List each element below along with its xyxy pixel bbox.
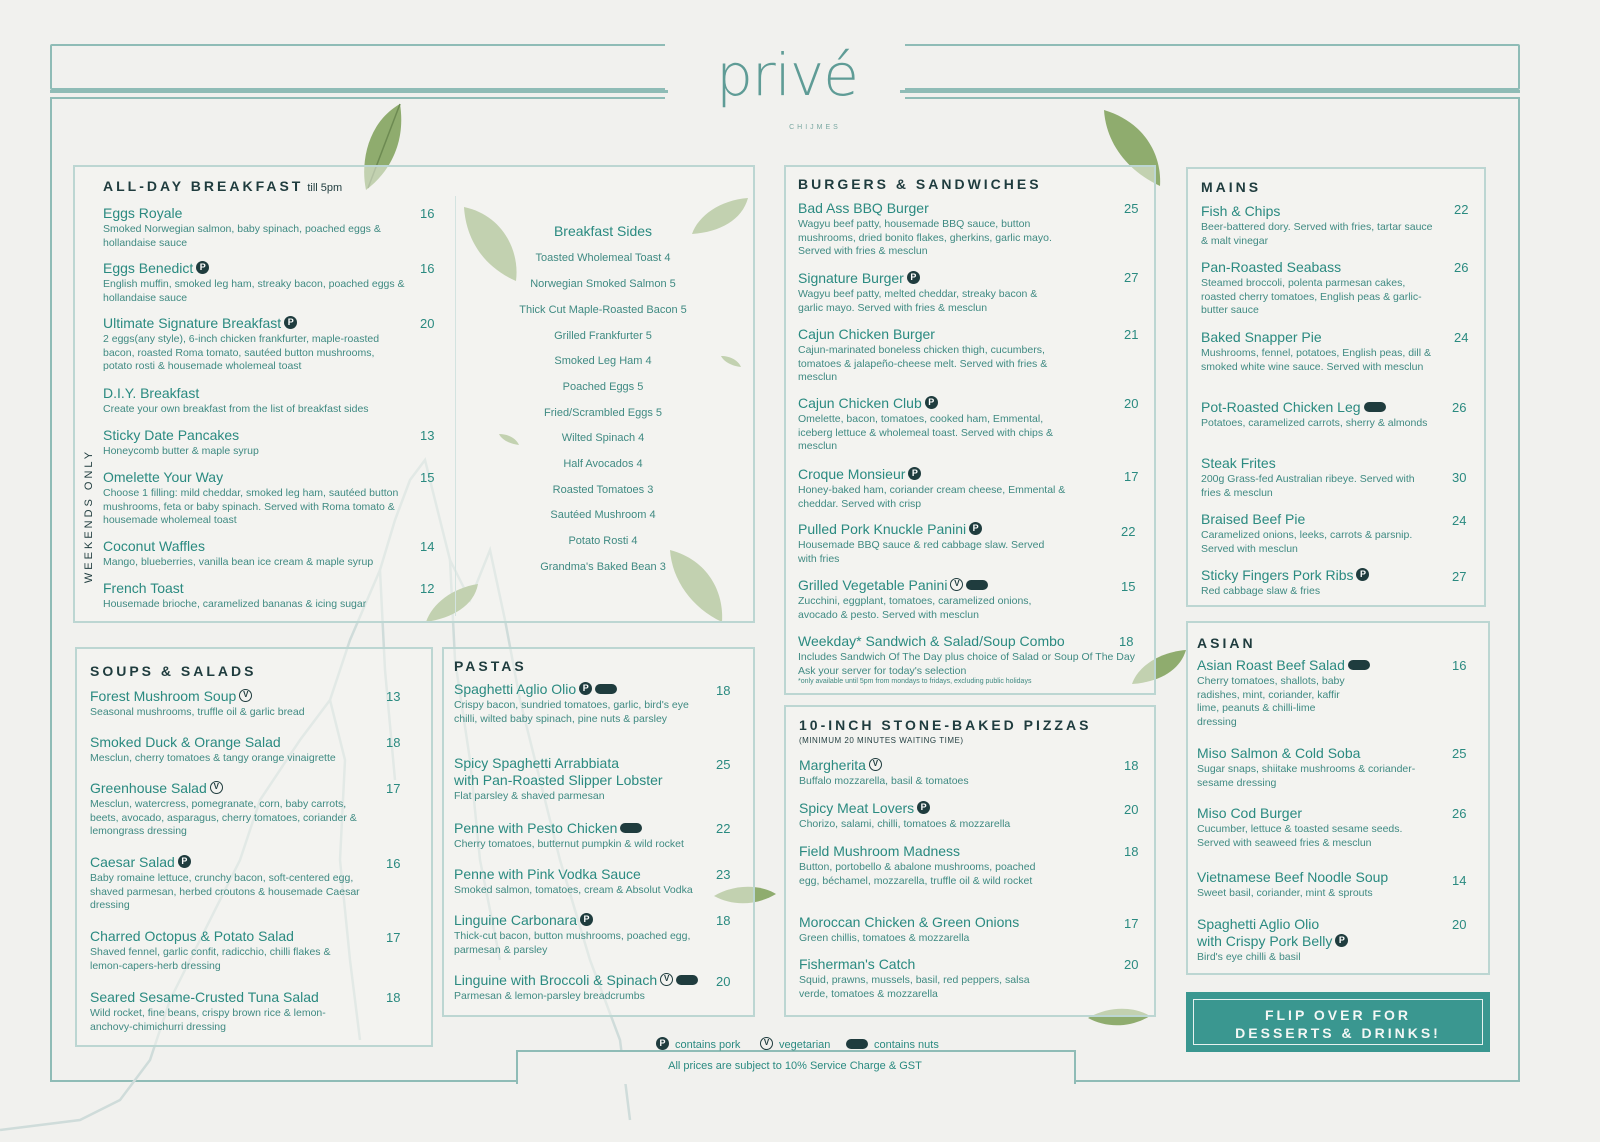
logo-rule-left — [50, 90, 668, 93]
item-name: Steak Frites — [1201, 455, 1276, 471]
legend-pork-label: contains pork — [675, 1039, 741, 1051]
menu-item — [1201, 203, 1436, 248]
soups-title: SOUPS & SALADS — [90, 663, 257, 679]
item-price: 16 — [420, 261, 435, 276]
side-item: Grandma's Baked Bean 3 — [540, 561, 666, 573]
item-name: Margherita — [799, 757, 866, 773]
nuts-icon — [966, 580, 988, 590]
item-desc: 2 eggs(any style), 6-inch chicken frankfurter, maple-roasted bacon, roasted Roma tomato, sautéed button mushrooms, potato rosti & housemade wholemeal toast — [103, 333, 380, 372]
menu-item — [799, 757, 1079, 789]
item-price: 22 — [1454, 202, 1469, 217]
item-name: Signature Burger — [798, 270, 904, 286]
item-name: Spaghetti Aglio Olio — [454, 681, 577, 697]
menu-item — [1201, 567, 1441, 599]
item-name: Grilled Vegetable Panini — [798, 577, 948, 593]
pizzas-title: 10-INCH STONE-BAKED PIZZAS — [799, 717, 1092, 733]
item-desc: Chorizo, salami, chilli, tomatoes & mozzarella — [799, 818, 1011, 830]
menu-item — [1197, 657, 1437, 729]
side-item: Toasted Wholemeal Toast 4 — [535, 252, 671, 264]
item-desc: Omelette, bacon, tomatoes, cooked ham, Emmental, iceberg lettuce & wholemeal toast. Served with chips & mesclun — [798, 413, 1054, 452]
item-price: 27 — [1124, 270, 1139, 285]
item-desc: Honeycomb butter & maple syrup — [103, 445, 259, 457]
side-item: Fried/Scrambled Eggs 5 — [544, 407, 662, 419]
item-desc: Create your own breakfast from the list of breakfast sides — [103, 403, 369, 415]
vegetarian-icon: V — [660, 973, 673, 986]
menu-item — [103, 469, 403, 528]
item-price: 18 — [1119, 634, 1134, 649]
item-desc: Shaved fennel, garlic confit, radicchio, chilli flakes & lemon-capers-herb dressing — [90, 946, 331, 972]
item-price: 20 — [1124, 957, 1139, 972]
menu-item — [799, 800, 1079, 832]
item-desc: Baby romaine lettuce, crunchy bacon, soft-centered egg, shaved parmesan, herbed croutons & housemade Caesar dressing — [90, 872, 360, 911]
menu-item — [798, 466, 1073, 511]
nuts-icon — [620, 823, 642, 833]
breakfast-title — [103, 178, 342, 194]
item-name: Smoked Duck & Orange Salad — [90, 734, 281, 750]
item-price: 30 — [1452, 470, 1467, 485]
item-price: 23 — [716, 867, 731, 882]
menu-item — [103, 205, 403, 250]
side-item: Potato Rosti 4 — [568, 535, 638, 547]
item-price: 24 — [1452, 513, 1467, 528]
menu-item — [103, 538, 403, 570]
item-name: Coconut Waffles — [103, 538, 205, 554]
menu-item — [454, 681, 694, 726]
pork-icon: P — [284, 316, 297, 329]
item-name: Miso Cod Burger — [1197, 805, 1303, 821]
side-item: Grilled Frankfurter 5 — [554, 330, 652, 342]
item-price: 17 — [386, 930, 401, 945]
menu-item — [798, 326, 1068, 385]
side-item: Smoked Leg Ham 4 — [554, 355, 652, 367]
side-item: Thick Cut Maple-Roasted Bacon 5 — [519, 304, 687, 316]
item-name: Asian Roast Beef Salad — [1197, 657, 1345, 673]
item-name-line2: with Pan-Roasted Slipper Lobster — [454, 772, 663, 788]
nuts-icon — [595, 684, 617, 694]
item-desc: Red cabbage slaw & fries — [1201, 585, 1321, 597]
item-price: 27 — [1452, 569, 1467, 584]
menu-item — [798, 270, 1058, 315]
item-name: Pulled Pork Knuckle Panini — [798, 521, 967, 537]
menu-item — [798, 633, 1148, 685]
item-name: Penne with Pink Vodka Sauce — [454, 866, 641, 882]
legend-nuts-label: contains nuts — [874, 1039, 939, 1051]
asian-title: ASIAN — [1197, 635, 1256, 651]
pork-icon: P — [1335, 934, 1348, 947]
item-price: 25 — [1452, 746, 1467, 761]
item-price: 16 — [1452, 658, 1467, 673]
item-name: Omelette Your Way — [103, 469, 224, 485]
item-desc: Bird's eye chilli & basil — [1197, 951, 1301, 963]
item-desc: Smoked salmon, tomatoes, cream & Absolut Vodka — [454, 884, 693, 896]
pork-icon: P — [1356, 568, 1369, 581]
pork-icon: P — [907, 271, 920, 284]
item-desc: Seasonal mushrooms, truffle oil & garlic bread — [90, 706, 305, 718]
menu-item — [1201, 259, 1436, 318]
item-desc: Choose 1 filling: mild cheddar, smoked leg ham, sautéed button mushrooms, feta or baby spinach. Served with Roma tomato & housemade wholemeal toast — [103, 487, 399, 526]
item-name: Baked Snapper Pie — [1201, 329, 1322, 345]
item-price: 17 — [386, 781, 401, 796]
item-name: Pot-Roasted Chicken Leg — [1201, 399, 1361, 415]
item-price: 18 — [1124, 758, 1139, 773]
item-price: 20 — [716, 974, 731, 989]
mains-title: MAINS — [1201, 179, 1262, 195]
pork-icon: P — [579, 682, 592, 695]
menu-item — [103, 580, 403, 612]
item-desc: Steamed broccoli, polenta parmesan cakes, roasted cherry tomatoes, English peas & garlic-butter sauce — [1201, 277, 1422, 316]
legend-veg — [760, 1039, 830, 1051]
item-price: 14 — [420, 539, 435, 554]
item-name-line2: with Crispy Pork Belly — [1197, 933, 1333, 949]
item-name: Fisherman's Catch — [799, 956, 916, 972]
side-item: Roasted Tomatoes 3 — [552, 484, 654, 496]
menu-item — [90, 989, 360, 1034]
menu-item — [798, 395, 1068, 454]
item-price: 20 — [420, 316, 435, 331]
menu-item — [90, 854, 375, 913]
menu-item — [103, 385, 403, 417]
menu-item — [799, 843, 1039, 888]
weekends-text: WEEKENDS ONLY — [83, 448, 95, 584]
nuts-icon — [846, 1039, 868, 1049]
menu-item — [90, 928, 350, 973]
side-item: Sautéed Mushroom 4 — [550, 509, 656, 521]
pork-icon: P — [178, 855, 191, 868]
item-desc: Cucumber, lettuce & toasted sesame seeds. Served with seaweed fries & mesclun — [1197, 823, 1403, 849]
menu-item — [454, 912, 694, 957]
menu-item — [798, 577, 1058, 622]
item-name: Sticky Date Pancakes — [103, 427, 240, 443]
item-price: 17 — [1124, 916, 1139, 931]
item-name: Caesar Salad — [90, 854, 175, 870]
flip-over-banner — [1186, 992, 1490, 1052]
item-desc: Thick-cut bacon, button mushrooms, poached egg, parmesan & parsley — [454, 930, 691, 956]
vegetarian-icon: V — [210, 781, 223, 794]
item-name: Charred Octopus & Potato Salad — [90, 928, 294, 944]
item-desc: Cherry tomatoes, butternut pumpkin & wild rocket — [454, 838, 684, 850]
pork-icon: P — [908, 467, 921, 480]
item-desc: Sweet basil, coriander, mint & sprouts — [1197, 887, 1373, 899]
item-price: 18 — [716, 913, 731, 928]
item-desc: Parmesan & lemon-parsley breadcrumbs — [454, 990, 645, 1002]
menu-item — [799, 914, 1099, 946]
menu-item — [1201, 399, 1441, 431]
flip-line-1: FLIP OVER FOR — [1264, 1007, 1412, 1023]
flip-line-2: DESSERTS & DRINKS! — [1235, 1025, 1441, 1041]
breakfast-heading: ALL-DAY BREAKFAST — [103, 178, 304, 194]
legend-nuts — [846, 1039, 939, 1051]
item-desc: Squid, prawns, mussels, basil, red peppers, salsa verde, tomatoes & mozzarella — [799, 974, 1030, 1000]
item-price: 25 — [716, 757, 731, 772]
menu-item — [1197, 916, 1437, 965]
item-desc: Mesclun, watercress, pomegranate, corn, baby carrots, beets, avocado, asparagus, cherry tomatoes, coriander & lemongrass dressing — [90, 798, 357, 837]
item-desc: Potatoes, caramelized carrots, sherry & almonds — [1201, 417, 1428, 429]
item-name: Eggs Royale — [103, 205, 183, 221]
item-price: 20 — [1124, 802, 1139, 817]
item-name: Braised Beef Pie — [1201, 511, 1306, 527]
legend-veg-label: vegetarian — [779, 1039, 831, 1051]
pork-icon: P — [917, 801, 930, 814]
service-charge-note: All prices are subject to 10% Service Charge & GST — [668, 1060, 922, 1072]
item-price: 25 — [1124, 201, 1139, 216]
item-name: Sticky Fingers Pork Ribs — [1201, 567, 1354, 583]
vegetarian-icon: V — [950, 578, 963, 591]
item-price: 26 — [1452, 400, 1467, 415]
item-desc: English muffin, smoked leg ham, streaky bacon, poached eggs & hollandaise sauce — [103, 278, 405, 304]
item-name: Field Mushroom Madness — [799, 843, 961, 859]
item-name: French Toast — [103, 580, 184, 596]
item-price: 26 — [1454, 260, 1469, 275]
menu-item — [103, 427, 403, 459]
menu-item — [454, 866, 714, 898]
menu-item — [1201, 511, 1441, 556]
side-item: Half Avocados 4 — [563, 458, 643, 470]
item-price: 18 — [716, 683, 731, 698]
item-name: Penne with Pesto Chicken — [454, 820, 618, 836]
legend-pork — [656, 1039, 740, 1051]
item-desc: Smoked Norwegian salmon, baby spinach, poached eggs & hollandaise sauce — [103, 223, 381, 249]
menu-item — [90, 780, 365, 839]
menu-item — [1197, 869, 1437, 901]
item-price: 13 — [386, 689, 401, 704]
item-price: 21 — [1124, 327, 1139, 342]
nuts-icon — [1364, 402, 1386, 412]
item-desc: Cherry tomatoes, shallots, baby radishes, mint, coriander, kaffir lime, peanuts & chilli-lime dressing — [1197, 675, 1345, 728]
pork-icon: P — [580, 913, 593, 926]
pork-icon: P — [925, 396, 938, 409]
menu-item — [798, 521, 1058, 566]
item-name: Forest Mushroom Soup — [90, 688, 237, 704]
item-price: 16 — [386, 856, 401, 871]
item-desc: Wagyu beef patty, housemade BBQ sauce, button mushrooms, dried bonito flakes, gherkins, garlic mayo. Served with fries & mesclun — [798, 218, 1052, 257]
flip-over-inner — [1193, 999, 1483, 1045]
menu-item — [103, 315, 398, 374]
item-price: 16 — [420, 206, 435, 221]
item-desc: Beer-battered dory. Served with fries, tartar sauce & malt vinegar — [1201, 221, 1433, 247]
item-name: Ultimate Signature Breakfast — [103, 315, 282, 331]
item-desc: Button, portobello & abalone mushrooms, poached egg, béchamel, mozzarella, truffle oil & wild rocket — [799, 861, 1036, 887]
item-desc: Honey-baked ham, coriander cream cheese, Emmental & cheddar. Served with crisp — [798, 484, 1066, 510]
side-item: Wilted Spinach 4 — [561, 432, 645, 444]
item-price: 24 — [1454, 330, 1469, 345]
item-price: 15 — [1121, 579, 1136, 594]
menu-item — [103, 260, 408, 305]
breakfast-note: till 5pm — [307, 182, 343, 194]
item-price: 12 — [420, 581, 435, 596]
item-desc: Buffalo mozzarella, basil & tomatoes — [799, 775, 969, 787]
menu-item — [90, 734, 380, 766]
item-desc: Wagyu beef patty, melted cheddar, streaky bacon & garlic mayo. Served with fries & mesclun — [798, 288, 1038, 314]
item-desc: Mesclun, cherry tomatoes & tangy orange vinaigrette — [90, 752, 336, 764]
pork-icon: P — [969, 522, 982, 535]
item-price: 18 — [1124, 844, 1139, 859]
vegetarian-icon: V — [760, 1037, 773, 1050]
vegetarian-icon: V — [869, 758, 882, 771]
pork-icon: P — [656, 1037, 669, 1050]
item-desc: Zucchini, eggplant, tomatoes, caramelized onions, avocado & pesto. Served with mesclun — [798, 595, 1032, 621]
item-name: Greenhouse Salad — [90, 780, 207, 796]
sides-title: Breakfast Sides — [553, 223, 653, 239]
item-price: 22 — [1121, 524, 1136, 539]
item-name: Linguine Carbonara — [454, 912, 577, 928]
logo-rule-right — [900, 90, 1520, 93]
item-price: 18 — [386, 735, 401, 750]
side-item: Norwegian Smoked Salmon 5 — [530, 278, 676, 290]
side-item: Poached Eggs 5 — [562, 381, 644, 393]
item-name: Croque Monsieur — [798, 466, 906, 482]
weekends-only-label — [77, 430, 97, 608]
item-name: Fish & Chips — [1201, 203, 1281, 219]
item-price: 14 — [1452, 873, 1467, 888]
item-name: Cajun Chicken Club — [798, 395, 922, 411]
item-price: 26 — [1452, 806, 1467, 821]
nuts-icon — [1348, 660, 1370, 670]
item-price: 15 — [420, 470, 435, 485]
item-price: 20 — [1452, 917, 1467, 932]
item-name: Miso Salmon & Cold Soba — [1197, 745, 1361, 761]
menu-item — [454, 972, 714, 1004]
item-desc: Sugar snaps, shiitake mushrooms & coriander-sesame dressing — [1197, 763, 1416, 789]
menu-item — [1201, 455, 1436, 500]
item-name: Eggs Benedict — [103, 260, 194, 276]
item-name: D.I.Y. Breakfast — [103, 385, 200, 401]
menu-item — [90, 688, 380, 720]
menu-item — [1197, 745, 1417, 790]
item-price: 18 — [386, 990, 401, 1005]
burgers-title: BURGERS & SANDWICHES — [798, 176, 1042, 192]
item-desc: Mushrooms, fennel, potatoes, English peas, dill & smoked white wine sauce. Served with mesclun — [1201, 347, 1431, 373]
item-desc: Crispy bacon, sundried tomatoes, garlic, bird's eye chilli, wilted baby spinach, pine nuts & parsley — [454, 699, 689, 725]
item-name: Bad Ass BBQ Burger — [798, 200, 929, 216]
item-name: Vietnamese Beef Noodle Soup — [1197, 869, 1389, 885]
item-name: Seared Sesame-Crusted Tuna Salad — [90, 989, 319, 1005]
item-desc: Caramelized onions, leeks, carrots & parsnip. Served with mesclun — [1201, 529, 1413, 555]
item-desc: 200g Grass-fed Australian ribeye. Served with fries & mesclun — [1201, 473, 1415, 499]
item-desc: Flat parsley & shaved parmesan — [454, 790, 605, 802]
item-name: Spicy Spaghetti Arrabbiata — [454, 755, 619, 771]
item-name: Cajun Chicken Burger — [798, 326, 935, 342]
item-name: Spicy Meat Lovers — [799, 800, 915, 816]
item-desc: Housemade BBQ sauce & red cabbage slaw. Served with fries — [798, 539, 1045, 565]
menu-item — [798, 200, 1068, 259]
brand-logo: privé — [716, 41, 858, 109]
vegetarian-icon: V — [239, 689, 252, 702]
item-price: 22 — [716, 821, 731, 836]
item-name: Spaghetti Aglio Olio — [1197, 916, 1320, 932]
menu-item — [799, 956, 1044, 1001]
item-desc: Includes Sandwich Of The Day plus choice of Salad or Soup Of The Day Ask your server for today's selection — [798, 651, 1135, 677]
menu-item — [1201, 329, 1436, 374]
menu-item — [1197, 805, 1432, 850]
menu-item — [454, 755, 714, 804]
item-name: Moroccan Chicken & Green Onions — [799, 914, 1020, 930]
nuts-icon — [676, 975, 698, 985]
pizzas-note: (MINIMUM 20 MINUTES WAITING TIME) — [799, 736, 964, 745]
brand-location: CHIJMES — [789, 124, 841, 131]
item-name: Linguine with Broccoli & Spinach — [454, 972, 658, 988]
item-desc: Wild rocket, fine beans, crispy brown rice & lemon-anchovy-chimichurri dressing — [90, 1007, 326, 1033]
item-desc: Green chillis, tomatoes & mozzarella — [799, 932, 970, 944]
menu-item — [454, 820, 714, 852]
item-price: 17 — [1124, 469, 1139, 484]
item-desc: Housemade brioche, caramelized bananas & icing sugar — [103, 598, 367, 610]
item-name: Pan-Roasted Seabass — [1201, 259, 1342, 275]
item-fineprint: *only available until 5pm from mondays to fridays, excluding public holidays — [798, 678, 1032, 685]
item-price: 13 — [420, 428, 435, 443]
item-desc: Mango, blueberries, vanilla bean ice cream & maple syrup — [103, 556, 374, 568]
pork-icon: P — [196, 261, 209, 274]
pastas-title: PASTAS — [454, 658, 527, 674]
item-price: 20 — [1124, 396, 1139, 411]
item-name: Weekday* Sandwich & Salad/Soup Combo — [798, 633, 1065, 649]
item-desc: Cajun-marinated boneless chicken thigh, cucumbers, tomatoes & jalapeño-cheese melt. Served with fries & mesclun — [798, 344, 1048, 383]
